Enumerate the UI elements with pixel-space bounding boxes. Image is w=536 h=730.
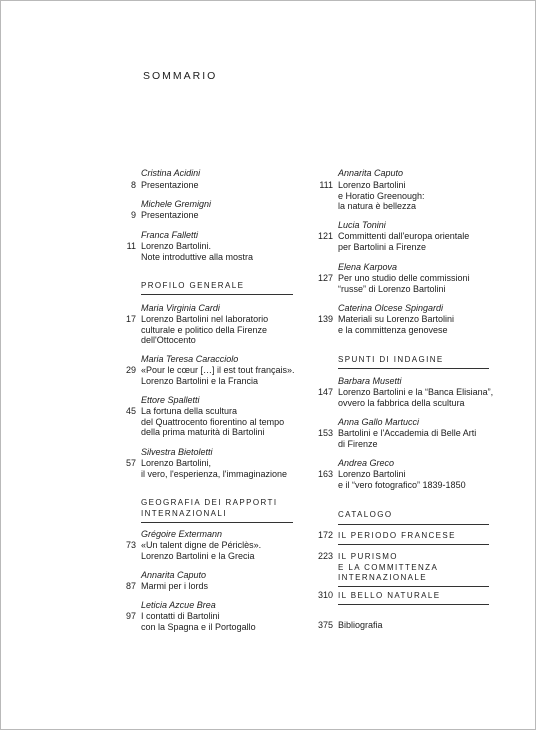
toc-page-number: 8	[130, 180, 136, 190]
toc-entry-title: Presentazione	[141, 210, 199, 220]
toc-author: Andrea Greco	[338, 458, 395, 468]
catalog-rule	[338, 544, 489, 545]
toc-entry-title: Lorenzo Bartolini e il “vero fotografico” 1839-1850	[338, 469, 466, 490]
toc-page-number: 223	[317, 551, 333, 561]
toc-entry-title: Presentazione	[141, 180, 199, 190]
toc-page-number: 17	[125, 314, 136, 324]
toc-entry-title: Materiali su Lorenzo Bartolini e la committenza genovese	[338, 314, 455, 335]
section-rule	[141, 294, 293, 295]
toc-entry-title: Committenti dall'europa orientale per Bartolini a Firenze	[338, 231, 470, 252]
toc-author: Lucia Tonini	[338, 220, 386, 230]
section-rule	[338, 368, 489, 369]
toc-page-number: 97	[125, 611, 136, 621]
toc-author: Ettore Spalletti	[141, 395, 200, 405]
toc-author: Franca Falletti	[141, 230, 199, 240]
toc-author: Maria Virginia Cardi	[141, 303, 220, 313]
toc-entry-title: Per uno studio delle commissioni “russe” di Lorenzo Bartolini	[338, 273, 470, 294]
toc-author: Barbara Musetti	[338, 376, 402, 386]
catalog-rule	[338, 586, 489, 587]
page-title: SOMMARIO	[143, 70, 218, 82]
toc-author: Leticia Azcue Brea	[141, 600, 216, 610]
toc-page-number: 375	[317, 620, 333, 630]
toc-entry-title: I contatti di Bartolini con la Spagna e il Portogallo	[141, 611, 256, 632]
toc-author: Annarita Caputo	[141, 570, 207, 580]
toc-page-number: 111	[319, 180, 333, 190]
toc-page-number: 45	[125, 406, 136, 416]
section-heading: GEOGRAFIA DEI RAPPORTI INTERNAZIONALI	[141, 498, 278, 518]
toc-author: Michele Gremigni	[141, 199, 212, 209]
toc-entry-title: «Pour le cœur […] il est tout français». Lorenzo Bartolini e la Francia	[141, 365, 295, 386]
catalog-rule	[338, 604, 489, 605]
catalog-section-title: IL PURISMO E LA COMMITTENZA INTERNAZIONALE	[338, 552, 439, 582]
section-rule	[141, 522, 293, 523]
section-heading: CATALOGO	[338, 510, 393, 519]
toc-page-number: 11	[126, 241, 136, 251]
section-rule	[338, 524, 489, 525]
toc-page-number: 172	[317, 530, 333, 540]
bibliography-title: Bibliografia	[338, 620, 383, 630]
catalog-section-title: IL BELLO NATURALE	[338, 591, 441, 600]
toc-author: Grégoire Extermann	[141, 529, 223, 539]
toc-page-number: 310	[317, 590, 333, 600]
toc-entry-title: «Un talent digne de Périclès». Lorenzo Bartolini e la Grecia	[141, 540, 262, 561]
toc-entry-title: Lorenzo Bartolini nel laboratorio culturale e politico della Firenze dell'Ottocento	[141, 314, 269, 345]
toc-author: Elena Karpova	[338, 262, 398, 272]
toc-entry-title: La fortuna della scultura del Quattrocento fiorentino al tempo della prima maturità di Bartolini	[141, 406, 285, 437]
toc-entry-title: Marmi per i lords	[141, 581, 209, 591]
toc-entry-title: Lorenzo Bartolini, il vero, l'esperienza, l'immaginazione	[141, 458, 288, 479]
toc-page-number: 127	[317, 273, 333, 283]
toc-entry-title: Bartolini e l'Accademia di Belle Arti di Firenze	[338, 428, 477, 449]
toc-author: Caterina Olcese Spingardi	[338, 303, 444, 313]
toc-entry-title: Lorenzo Bartolini e la “Banca Elisiana”, ovvero la fabbrica della scultura	[338, 387, 494, 408]
toc-author: Silvestra Bietoletti	[141, 447, 213, 457]
toc-page-number: 9	[130, 210, 136, 220]
toc-entry-title: Lorenzo Bartolini e Horatio Greenough: la natura è bellezza	[338, 180, 425, 211]
toc-page-number: 73	[125, 540, 136, 550]
toc-page-number: 147	[317, 387, 333, 397]
toc-page-number: 139	[317, 314, 333, 324]
toc-page-number: 163	[317, 469, 333, 479]
toc-author: Annarita Caputo	[338, 168, 404, 178]
toc-author: Cristina Acidini	[141, 168, 201, 178]
section-heading: SPUNTI DI INDAGINE	[338, 355, 444, 364]
toc-page-number: 121	[317, 231, 333, 241]
toc-page-number: 57	[125, 458, 136, 468]
toc-page-number: 153	[317, 428, 333, 438]
toc-page-number: 29	[125, 365, 136, 375]
toc-author: Anna Gallo Martucci	[338, 417, 420, 427]
section-heading: PROFILO GENERALE	[141, 281, 245, 290]
toc-page-number: 87	[125, 581, 136, 591]
toc-entry-title: Lorenzo Bartolini. Note introduttive alla mostra	[141, 241, 254, 262]
toc-author: Maria Teresa Caracciolo	[141, 354, 239, 364]
catalog-section-title: IL PERIODO FRANCESE	[338, 531, 456, 540]
